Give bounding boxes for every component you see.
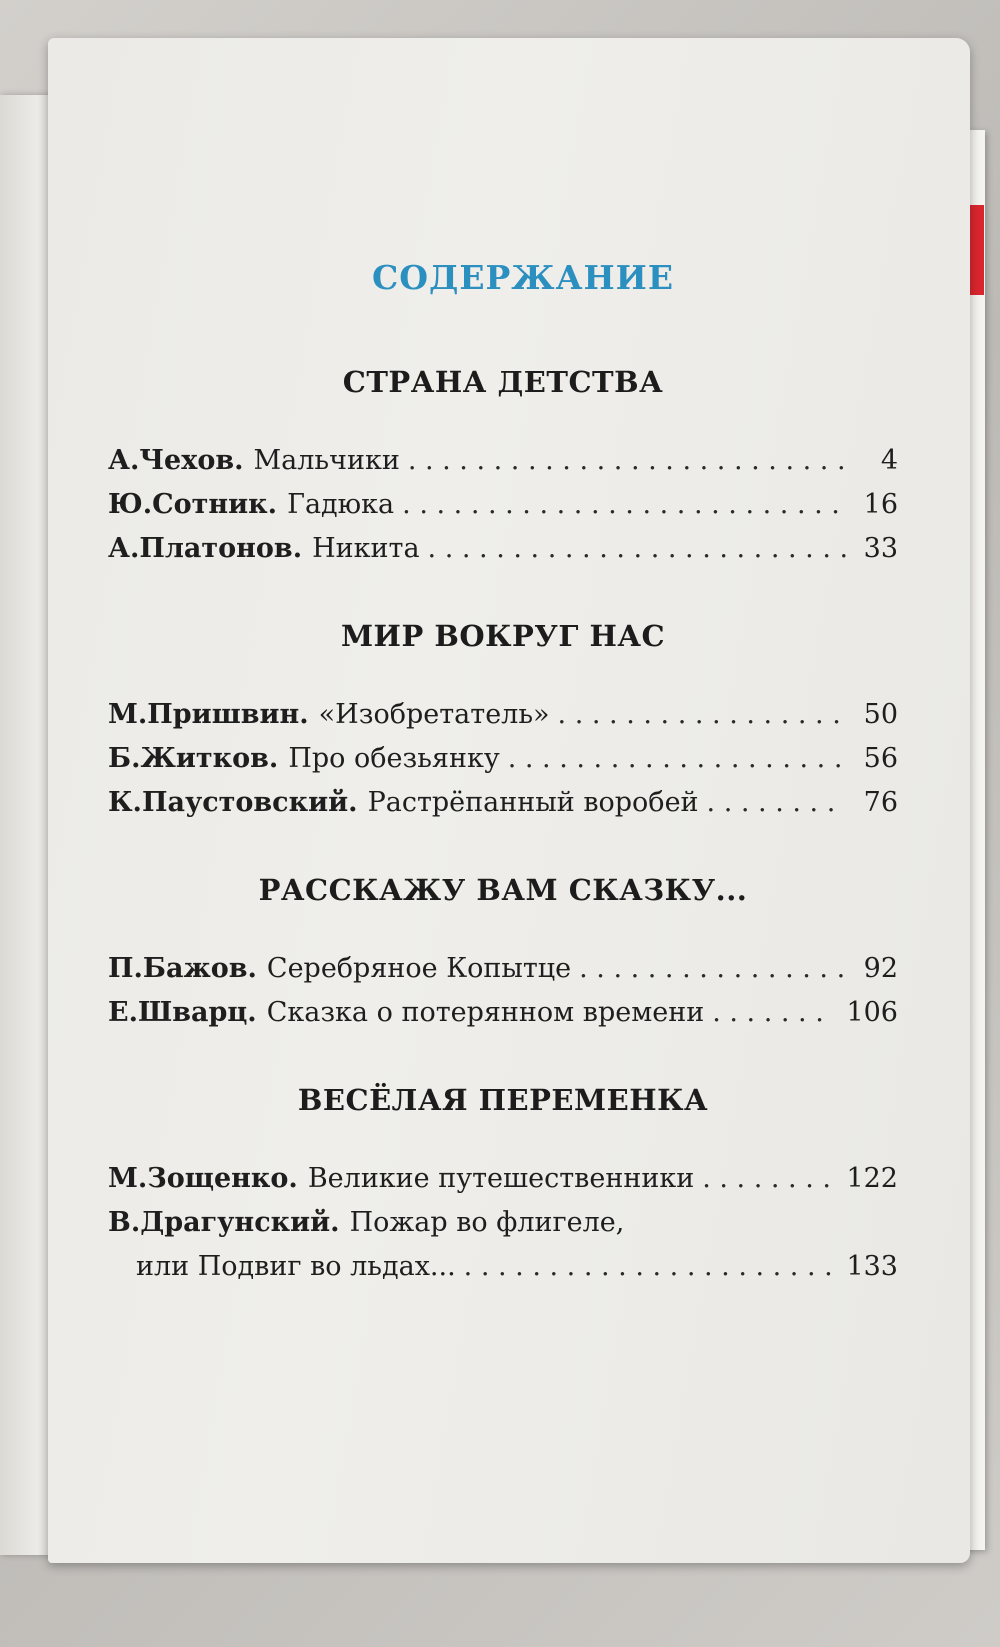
entry-page-number: 76 bbox=[863, 787, 898, 818]
entry-page-number: 16 bbox=[863, 489, 898, 520]
toc-entry[interactable] bbox=[108, 483, 898, 527]
entry-continuation-line bbox=[108, 1245, 898, 1289]
toc-entry[interactable] bbox=[108, 439, 898, 483]
entry-title: Серебряное Копытце bbox=[266, 953, 572, 984]
section-entries bbox=[108, 439, 898, 571]
section-title: РАССКАЖУ ВАМ СКАЗКУ... bbox=[258, 873, 748, 907]
section-entries bbox=[108, 693, 898, 825]
entry-page-number: 56 bbox=[863, 743, 898, 774]
entry-author: Ю.Сотник. bbox=[108, 489, 278, 520]
dot-leader bbox=[402, 483, 846, 527]
section-entries bbox=[108, 1157, 898, 1289]
toc-entry[interactable] bbox=[108, 737, 898, 781]
book-page bbox=[48, 38, 970, 1563]
entry-title: Великие путешественники bbox=[307, 1163, 695, 1194]
entry-title: Сказка о потерянном времени bbox=[266, 997, 705, 1028]
entry-title: Пожар во флигеле, bbox=[349, 1207, 625, 1238]
entry-page-number: 4 bbox=[880, 445, 898, 476]
entry-title: Гадюка bbox=[287, 489, 395, 520]
entry-author: А.Чехов. bbox=[108, 445, 244, 476]
dot-leader bbox=[579, 947, 846, 991]
entry-title-continuation: или Подвиг во льдах... bbox=[136, 1251, 456, 1282]
dot-leader bbox=[558, 693, 846, 737]
dot-leader bbox=[508, 737, 846, 781]
section-title: МИР ВОКРУГ НАС bbox=[340, 619, 666, 653]
section-title: ВЕСЁЛАЯ ПЕРЕМЕНКА bbox=[297, 1083, 709, 1117]
toc-entry[interactable] bbox=[108, 781, 898, 825]
dot-leader bbox=[702, 1157, 834, 1201]
entry-author: Е.Шварц. bbox=[108, 997, 257, 1028]
entry-title: Мальчики bbox=[253, 445, 400, 476]
dot-leader bbox=[707, 781, 846, 825]
section-title: СТРАНА ДЕТСТВА bbox=[342, 365, 664, 399]
entry-title: Про обезьянку bbox=[288, 743, 500, 774]
entry-page-number: 122 bbox=[846, 1163, 898, 1194]
entry-author: М.Зощенко. bbox=[108, 1163, 298, 1194]
entry-author: Б.Житков. bbox=[108, 743, 279, 774]
dot-leader bbox=[428, 527, 846, 571]
entry-page-number: 92 bbox=[863, 953, 898, 984]
entry-page-number: 106 bbox=[846, 997, 898, 1028]
toc-entry[interactable] bbox=[108, 991, 898, 1035]
dot-leader bbox=[408, 439, 846, 483]
toc-entry[interactable] bbox=[108, 1157, 898, 1201]
toc-entry[interactable] bbox=[108, 947, 898, 991]
entry-page-number: 133 bbox=[846, 1251, 898, 1282]
entry-page-number: 33 bbox=[863, 533, 898, 564]
entry-author: М.Пришвин. bbox=[108, 699, 309, 730]
entry-author: В.Драгунский. bbox=[108, 1207, 340, 1238]
entry-first-line bbox=[108, 1201, 898, 1245]
entry-author: А.Платонов. bbox=[108, 533, 303, 564]
entry-title: Никита bbox=[312, 533, 420, 564]
dot-leader bbox=[464, 1245, 835, 1289]
entry-author: П.Бажов. bbox=[108, 953, 257, 984]
toc-entry[interactable] bbox=[108, 693, 898, 737]
dot-leader bbox=[712, 991, 834, 1035]
toc-entry[interactable] bbox=[108, 1201, 898, 1289]
entry-author: К.Паустовский. bbox=[108, 787, 358, 818]
toc-entry[interactable] bbox=[108, 527, 898, 571]
section-entries bbox=[108, 947, 898, 1035]
entry-title: Растрёпанный воробей bbox=[367, 787, 699, 818]
entry-page-number: 50 bbox=[863, 699, 898, 730]
entry-title: «Изобретатель» bbox=[318, 699, 550, 730]
toc-title: СОДЕРЖАНИЕ bbox=[371, 258, 674, 297]
table-of-contents bbox=[108, 258, 898, 1337]
